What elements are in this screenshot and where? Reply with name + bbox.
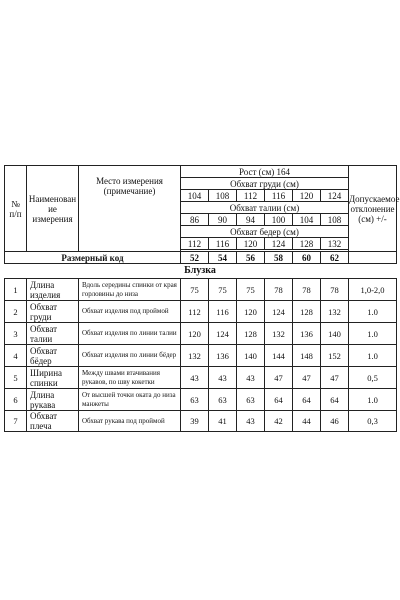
measurement-place: Обхват рукава под проймой [79, 411, 181, 432]
measurement-value: 140 [321, 323, 349, 345]
measurement-name: Обхват талии [27, 323, 79, 345]
chest-label: Обхват груди (см) [181, 178, 349, 190]
size-code-value: 56 [237, 252, 265, 264]
table-row [5, 301, 397, 323]
measurement-value: 42 [265, 411, 293, 432]
measurement-name: Обхват плеча [27, 411, 79, 432]
measurement-value: 63 [237, 389, 265, 411]
tolerance-value: 1.0 [349, 323, 397, 345]
measurement-value: 124 [209, 323, 237, 345]
chest-value: 112 [237, 190, 265, 202]
tolerance-value: 1,0-2,0 [349, 279, 397, 301]
size-code-value: 60 [293, 252, 321, 264]
measurement-value: 75 [181, 279, 209, 301]
height-label: Рост (см) 164 [181, 166, 349, 178]
table-row [5, 323, 397, 345]
measurement-value: 64 [293, 389, 321, 411]
measurement-value: 120 [181, 323, 209, 345]
measurement-value: 78 [265, 279, 293, 301]
measurement-value: 47 [265, 367, 293, 389]
measurement-value: 46 [321, 411, 349, 432]
table-row [5, 389, 397, 411]
measurement-place: Обхват изделия по линии бёдер [79, 345, 181, 367]
num-header: № п/п [5, 166, 27, 252]
measurement-value: 75 [237, 279, 265, 301]
measurement-value: 120 [237, 301, 265, 323]
chest-value: 120 [293, 190, 321, 202]
tolerance-value: 0,5 [349, 367, 397, 389]
measurement-value: 43 [237, 411, 265, 432]
waist-label: Обхват талии (см) [181, 202, 349, 214]
measurement-name: Длина изделия [27, 279, 79, 301]
measurement-value: 78 [321, 279, 349, 301]
size-header-table [4, 165, 400, 264]
chest-value: 124 [321, 190, 349, 202]
measurement-value: 44 [293, 411, 321, 432]
measurement-value: 124 [265, 301, 293, 323]
measurement-value: 64 [321, 389, 349, 411]
measurement-value: 132 [265, 323, 293, 345]
measurement-value: 43 [237, 367, 265, 389]
measurement-place: Вдоль середины спинки от края горловины до низа [79, 279, 181, 301]
size-code-label: Размерный код [5, 252, 181, 264]
waist-value: 108 [321, 214, 349, 226]
section-title: Блузка [184, 265, 216, 276]
measurement-value: 43 [181, 367, 209, 389]
measurement-value: 128 [293, 301, 321, 323]
tolerance-value: 1.0 [349, 389, 397, 411]
measurement-name: Обхват груди [27, 301, 79, 323]
waist-value: 90 [209, 214, 237, 226]
measurement-value: 148 [293, 345, 321, 367]
measurements-table [4, 278, 397, 432]
measurement-value: 41 [209, 411, 237, 432]
chest-value: 108 [209, 190, 237, 202]
measurement-name: Ширина спинки [27, 367, 79, 389]
row-number: 2 [5, 301, 27, 323]
hips-value: 132 [321, 238, 349, 250]
hips-value: 128 [293, 238, 321, 250]
row-number: 1 [5, 279, 27, 301]
measurement-value: 132 [181, 345, 209, 367]
measurement-value: 144 [265, 345, 293, 367]
measurement-place: От высшей точки оката до низа манжеты [79, 389, 181, 411]
measurement-name: Обхват бёдер [27, 345, 79, 367]
tolerance-value: 1.0 [349, 301, 397, 323]
measurement-value: 47 [293, 367, 321, 389]
measurement-value: 128 [237, 323, 265, 345]
tolerance-header: Допускаемое отклонение (см) +/- [349, 166, 397, 252]
waist-value: 100 [265, 214, 293, 226]
measurement-value: 136 [293, 323, 321, 345]
row-number: 5 [5, 367, 27, 389]
waist-value: 94 [237, 214, 265, 226]
measurement-value: 116 [209, 301, 237, 323]
chest-value: 104 [181, 190, 209, 202]
measurement-value: 152 [321, 345, 349, 367]
row-number: 6 [5, 389, 27, 411]
size-code-value: 58 [265, 252, 293, 264]
hips-value: 124 [265, 238, 293, 250]
table-row [5, 411, 397, 432]
table-row [5, 345, 397, 367]
row-number: 7 [5, 411, 27, 432]
measurement-value: 64 [265, 389, 293, 411]
measurement-value: 63 [181, 389, 209, 411]
measurement-place: Обхват изделия по линии талии [79, 323, 181, 345]
size-code-value: 54 [209, 252, 237, 264]
measurement-value: 75 [209, 279, 237, 301]
measurement-value: 43 [209, 367, 237, 389]
chest-value: 116 [265, 190, 293, 202]
tolerance-value: 1.0 [349, 345, 397, 367]
size-code-value: 62 [321, 252, 349, 264]
table-row [5, 367, 397, 389]
measurement-value: 136 [209, 345, 237, 367]
measurement-value: 63 [209, 389, 237, 411]
measurement-place: Обхват изделия под проймой [79, 301, 181, 323]
measurement-value: 132 [321, 301, 349, 323]
table-row [5, 279, 397, 301]
measurement-value: 39 [181, 411, 209, 432]
row-number: 3 [5, 323, 27, 345]
place-header: Место измерения (примечание) [79, 166, 181, 252]
measurement-value: 140 [237, 345, 265, 367]
measurement-value: 112 [181, 301, 209, 323]
name-header: Наименован ие измерения [27, 166, 79, 252]
size-code-value: 52 [181, 252, 209, 264]
waist-value: 104 [293, 214, 321, 226]
measurement-place: Между швами втачивания рукавов, по шву кокетки [79, 367, 181, 389]
waist-value: 86 [181, 214, 209, 226]
hips-value: 120 [237, 238, 265, 250]
hips-value: 112 [181, 238, 209, 250]
measurement-value: 78 [293, 279, 321, 301]
tolerance-value: 0,3 [349, 411, 397, 432]
row-number: 4 [5, 345, 27, 367]
measurement-name: Длина рукава [27, 389, 79, 411]
hips-label: Обхват бедер (см) [181, 226, 349, 238]
measurement-value: 47 [321, 367, 349, 389]
hips-value: 116 [209, 238, 237, 250]
